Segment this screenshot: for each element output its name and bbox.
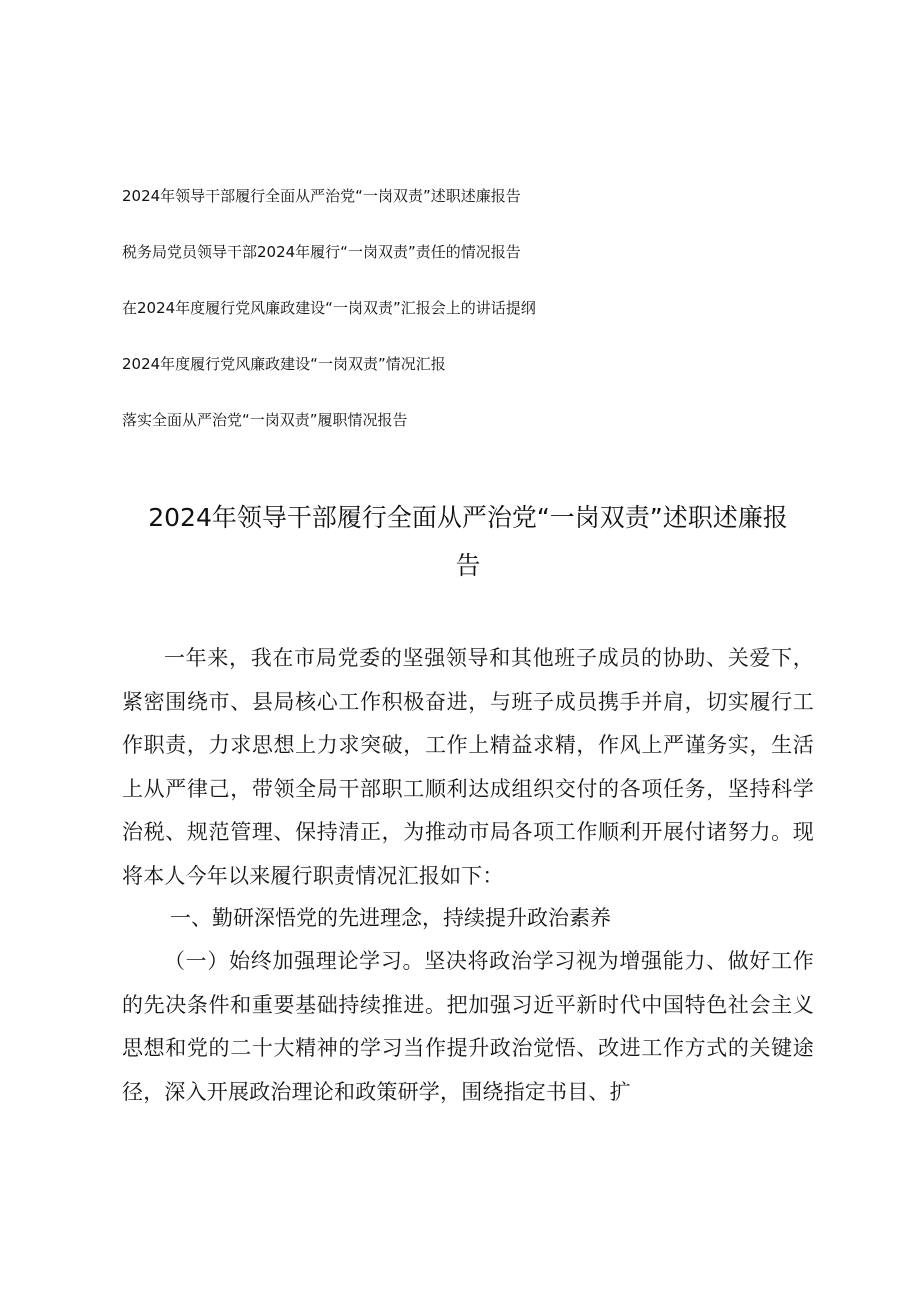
toc-item: 税务局党员领导干部2024年履行“一岗双责”责任的情况报告 bbox=[122, 243, 521, 261]
intro-paragraph: 一年来，我在市局党委的坚强领导和其他班子成员的协助、关爱下，紧密围绕市、县局核心工作积极奋进，与班子成员携手并肩，切实履行工作职责，力求思想上力求突破，工作上精益求精，作风上严谨务实，生活上从严律己，带领全局干部职工顺利达成组织交付的各项任务，坚持科学治税、规范管理、保持清正，为推动市局各项工作顺利开展付诸努力。现将本人今年以来履行职责情况汇报如下： bbox=[122, 646, 814, 888]
section-paragraph: （一）始终加强理论学习。坚决将政治学习视为增强能力、做好工作的先决条件和重要基础持续推进。把加强习近平新时代中国特色社会主义思想和党的二十大精神的学习当作提升政治觉悟、改进工作方式的关键途径，深入开展政治理论和政策研学，围绕指定书目、扩 bbox=[122, 949, 814, 1104]
table-of-contents bbox=[122, 186, 802, 466]
document-title: 2024年领导干部履行全面从严治党“一岗双责”述职述廉报告 bbox=[148, 503, 788, 580]
toc-item: 2024年领导干部履行全面从严治党“一岗双责”述职述廉报告 bbox=[122, 187, 521, 205]
toc-item: 在2024年度履行党风廉政建设“一岗双责”汇报会上的讲话提纲 bbox=[122, 299, 536, 317]
toc-item: 2024年度履行党风廉政建设“一岗双责”情况汇报 bbox=[122, 355, 446, 373]
section-heading: 一、勤研深悟党的先进理念，持续提升政治素养 bbox=[170, 906, 611, 930]
toc-item: 落实全面从严治党“一岗双责”履职情况报告 bbox=[122, 411, 408, 429]
